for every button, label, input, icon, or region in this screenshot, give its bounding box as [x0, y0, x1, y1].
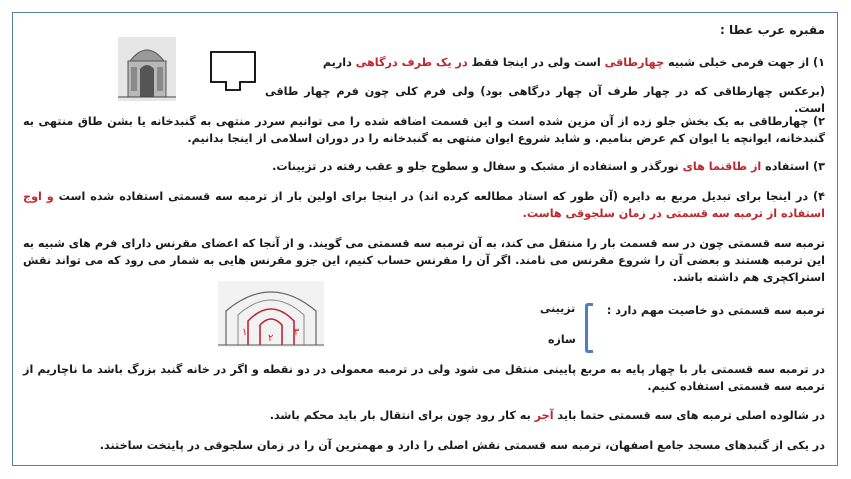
- arch-label-1: ۱: [242, 327, 248, 338]
- paragraph-8: [23, 407, 825, 424]
- paragraph-3: [23, 158, 825, 175]
- options-bracket: [585, 303, 593, 353]
- arch-label-2: ۲: [268, 333, 274, 344]
- p8-text-b: به کار رود چون برای انتقال بار باید محکم باشد.: [269, 409, 535, 422]
- p1-highlight-b: در یک طرف درگاهی: [355, 56, 468, 69]
- paragraph-1: [265, 54, 825, 71]
- p1-highlight-a: چهارطاقی: [604, 56, 665, 69]
- trompe-sketch: [218, 281, 324, 347]
- p3-text-a: ۳) استفاده: [761, 160, 825, 173]
- p1-text-c: داریم: [322, 56, 356, 69]
- option-structural: سازه: [548, 333, 576, 346]
- paragraph-2: ۲) چهارطاقی به یک بخش جلو زده از آن مزین شده است و این قسمت اضافه شده را می توانیم سردر منتهی به گنبدخانه یا بشن طاق منتهی به گنبدخانه، ایوانچه یا ایوان کم عرض بنامیم. و شاید شروع ایوان منتهی به گنبدخانه را در دوران اسلامی از اینجا بدانیم.: [23, 115, 825, 145]
- option-decorative: تزیینی: [540, 302, 576, 315]
- plan-sketch: [208, 49, 258, 93]
- p3-highlight: از طاقنما های: [682, 160, 762, 173]
- mausoleum-photo: [118, 37, 176, 101]
- p1-text-b: است ولی در اینجا فقط: [467, 56, 605, 69]
- p1-text-a: ۱) از جهت فرمی خیلی شبیه: [664, 56, 825, 69]
- p3-text-b: نورگذر و استفاده از مشبک و سفال و سطوح جلو و عقب رفته در تزیینات.: [272, 160, 683, 173]
- paragraph-6: ترمبه سه قسمتی دو خاصیت مهم دارد :: [606, 304, 825, 317]
- p8-highlight: آجر: [534, 409, 554, 422]
- p8-text-a: در شالوده اصلی ترمبه های سه قسمتی حتما باید: [553, 409, 825, 422]
- paragraph-7: در ترمبه سه قسمتی بار با چهار پایه به مربع پایینی منتقل می شود ولی در ترمبه معمولی در دو نقطه و اگر در خانه گنبد بزرگ باشد ما ناچاریم از ترمبه سه قسمتی استفاده کنیم.: [23, 363, 825, 393]
- arch-label-3: ۳: [294, 327, 300, 338]
- p4-text: ۴) در اینجا برای تبدیل مربع به دایره (آن طور که استاد مطالعه کرده اند) در اینجا برای اولین بار از ترمبه سه قسمتی استفاده شده است: [53, 190, 825, 203]
- paragraph-5: ترمبه سه قسمتی چون در سه قسمت بار را منتقل می کند، به آن ترمبه سه قسمتی می گویند. و از آنجا که اعضای مقرنس دارای فرم های شبیه به این ترمبه هستند و بعضی آن را شروع مقرنس می نامند. اگر آن را مقرنس حساب کنیم، این جزو مقرنس هایی به شمار می رود که می تواند نقش استراکچری هم داشته باشد.: [23, 237, 825, 284]
- paragraph-9: در یکی از گنبدهای مسجد جامع اصفهان، ترمبه سه قسمتی نقش اصلی را دارد و مهمترین آن را در زمان سلجوقی در پایتخت ساختند.: [99, 439, 825, 452]
- p4-highlight: و اوج استفاده از ترمبه سه قسمتی در زمان سلجوقی هاست.: [23, 190, 825, 220]
- slide-frame: [12, 12, 838, 466]
- paragraph-1b: (برعکس چهارطاقی که در چهار طرف آن چهار درگاهی بود) ولی فرم کلی چون فرم چهار طاقی است.: [265, 85, 825, 115]
- page-title: مقبره عرب عطا :: [720, 23, 825, 37]
- paragraph-4: [23, 188, 825, 222]
